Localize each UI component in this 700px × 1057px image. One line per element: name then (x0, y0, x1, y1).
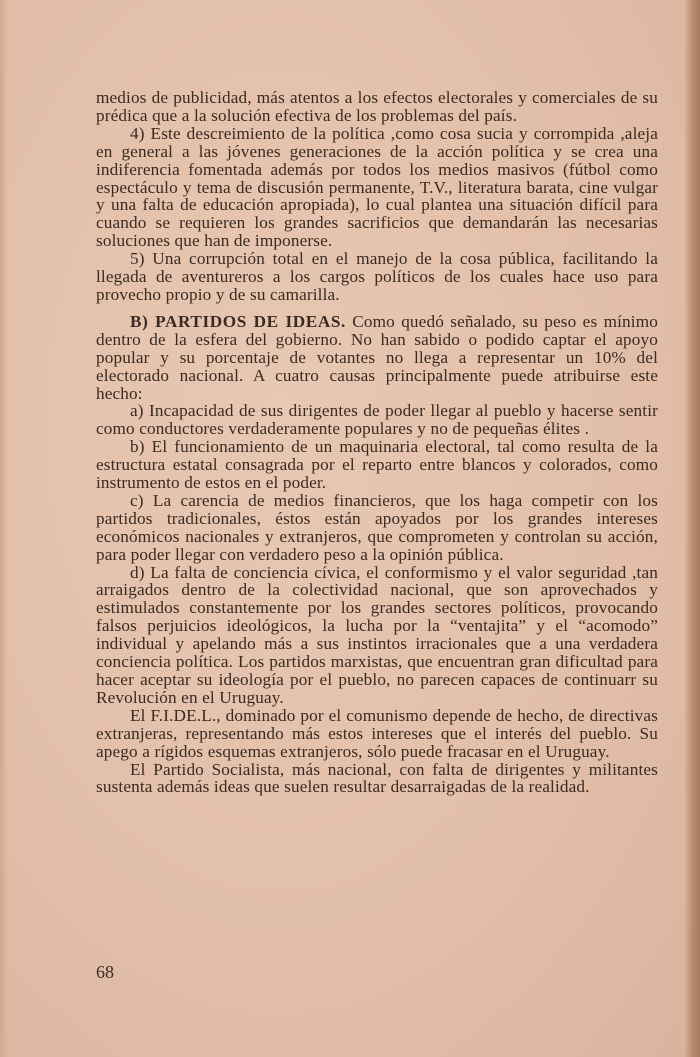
paragraph-point-4: 4) Este descreimiento de la política ,como cosa sucia y corrompida ,aleja en general a las jóvenes generaciones de la acción política y se crea una indiferencia fomentada además por todos los medios masivos (fútbol como espectáculo y tema de discusión permanente, T.V., literatura barata, cine vulgar y una falta de educación apropiada), lo cual plantea una situación difícil para cuando se requieren los grandes sacrificios que demandarán las necesarias soluciones que han de imponerse. (96, 123, 658, 251)
cause-c: c) La carencia de medios financieros, que los haga competir con los partidos tradicionales, éstos están apoyados por los grandes intereses económicos nacionales y extranjeros, que comprometen y controlan su acción, para poder llegar con verdadero peso a la opinión pública. (96, 490, 658, 564)
section-b-text: Como quedó señalado, su peso es mínimo dentro de la esfera del gobierno. No han sabido o podido captar el apoyo popular y su porcentaje de votantes no llega a representar un 10% del electorado nacional. A cuatro causas principalmente puede atribuirse este hecho: (96, 311, 658, 403)
page-right-edge (684, 0, 700, 1057)
section-b-heading: B) PARTIDOS DE IDEAS. (130, 311, 346, 331)
paragraph-socialista: El Partido Socialista, más nacional, con falta de dirigentes y militantes sustenta además ideas que suelen resultar desarraigadas de la realidad. (96, 759, 658, 797)
body-text (96, 89, 658, 796)
cause-b: b) El funcionamiento de un maquinaria electoral, tal como resulta de la estructura estatal consagrada por el reparto entre blancos y colorados, como instrumento de estos en el poder. (96, 437, 658, 493)
section-b-paragraph (96, 313, 658, 403)
paragraph-continuation: medios de publicidad, más atentos a los efectos electorales y comerciales de su prédica que a la solución efectiva de los problemas del país. (96, 88, 658, 125)
paragraph-point-5: 5) Una corrupción total en el manejo de la cosa pública, facilitando la llegada de aventureros a los cargos políticos de los cuales hace uso para provecho propio y de su camarilla. (96, 249, 658, 304)
cause-a: a) Incapacidad de sus dirigentes de poder llegar al pueblo y hacerse sentir como conductores verdaderamente populares y no de pequeñas élites . (96, 401, 658, 439)
cause-d: d) La falta de conciencia cívica, el conformismo y el valor seguridad ,tan arraigados dentro de la colectividad nacional, que son aprovechados y estimulados constantemente por los grandes sectores políticos, provocando falsos perjuicios ideológicos, la lucha por la “ventajita” y el “acomodo” individual y apelando más a sus instintos irracionales que a una verdadera conciencia política. Los partidos marxistas, que encuentran gran dificultad para hacer aceptar su ideología por el pueblo, no parecen capaces de continuarr su Revolución en el Uruguay. (96, 562, 658, 707)
page-number: 68 (96, 962, 114, 982)
page-left-edge (0, 0, 8, 1057)
paragraph-fidel: El F.I.DE.L., dominado por el comunismo depende de hecho, de directivas extranjeras, representando más estos intereses que el interés del pueblo. Su apego a rígidos esquemas extranjeros, sólo puede fracasar en el Uruguay. (96, 705, 658, 761)
